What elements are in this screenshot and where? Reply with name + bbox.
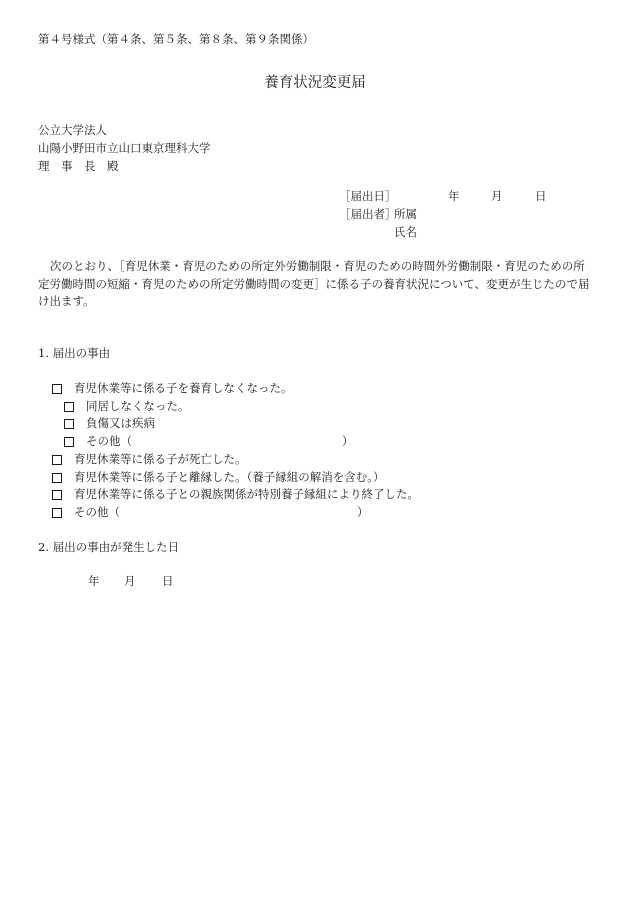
section-1-heading: 1. 届出の事由 <box>38 346 111 360</box>
reason-label: 負傷又は疾病 <box>86 416 155 430</box>
checkbox[interactable] <box>52 490 62 500</box>
reason-label: その他（ <box>74 505 120 519</box>
addressee-title: 理 事 長 殿 <box>38 159 119 173</box>
checkbox[interactable] <box>52 455 62 465</box>
other-close-paren: ） <box>357 505 369 519</box>
addressee-org: 公立大学法人 <box>38 123 107 137</box>
reason-item-dissolved-adoption[interactable] <box>52 472 385 484</box>
submitter-label: ［届出者］ <box>339 207 397 221</box>
reason-label: 育児休業等に係る子と離縁した。（養子縁組の解消を含む。） <box>74 470 385 484</box>
submission-month-field[interactable]: 月 <box>491 189 503 203</box>
section-2-heading: 2. 届出の事由が発生した日 <box>38 540 180 554</box>
checkbox[interactable] <box>52 384 62 394</box>
reason-item-other[interactable] <box>52 507 120 519</box>
submission-year-field[interactable]: 年 <box>448 189 460 203</box>
addressee-university: 山陽小野田市立山口東京理科大学 <box>38 141 211 155</box>
reason-label: 育児休業等に係る子が死亡した。 <box>74 452 247 466</box>
submission-day-field[interactable]: 日 <box>535 189 547 203</box>
reason-item-child-died[interactable] <box>52 454 247 466</box>
occurrence-month-field[interactable]: 月 <box>124 574 136 588</box>
checkbox[interactable] <box>64 437 74 447</box>
document-title: 養育状況変更届 <box>264 75 366 91</box>
occurrence-day-field[interactable]: 日 <box>162 574 174 588</box>
submission-date-label: ［届出日］ <box>339 189 397 203</box>
submitter-dept-field[interactable]: 所属 <box>394 207 417 221</box>
reason-subitem-not-cohabiting[interactable] <box>64 401 190 413</box>
reason-label: 同居しなくなった。 <box>86 399 190 413</box>
reason-label: その他（ <box>86 434 132 448</box>
other-close-paren: ） <box>342 434 354 448</box>
checkbox[interactable] <box>64 402 74 412</box>
checkbox[interactable] <box>52 473 62 483</box>
reason-label: 育児休業等に係る子との親族関係が特別養子縁組により終了した。 <box>74 487 419 501</box>
body-paragraph: 次のとおり、［育児休業・育児のための所定外労働制限・育児のための時間外労働制限・育児のための所定労働時間の短縮・育児のための所定労働時間の変更］に係る子の養育状況について、変更が生じたので届け出ます。 <box>38 259 590 308</box>
occurrence-year-field[interactable]: 年 <box>88 574 100 588</box>
reason-item-special-adoption[interactable] <box>52 489 419 501</box>
submitter-name-field[interactable]: 氏名 <box>394 225 417 239</box>
checkbox[interactable] <box>52 508 62 518</box>
form-number: 第４号様式（第４条、第５条、第８条、第９条関係） <box>38 32 314 46</box>
checkbox[interactable] <box>64 419 74 429</box>
reason-item-not-raising[interactable] <box>52 383 293 395</box>
reason-label: 育児休業等に係る子を養育しなくなった。 <box>74 381 293 395</box>
reason-subitem-injury-illness[interactable] <box>64 418 155 430</box>
reason-subitem-other[interactable] <box>64 436 132 448</box>
